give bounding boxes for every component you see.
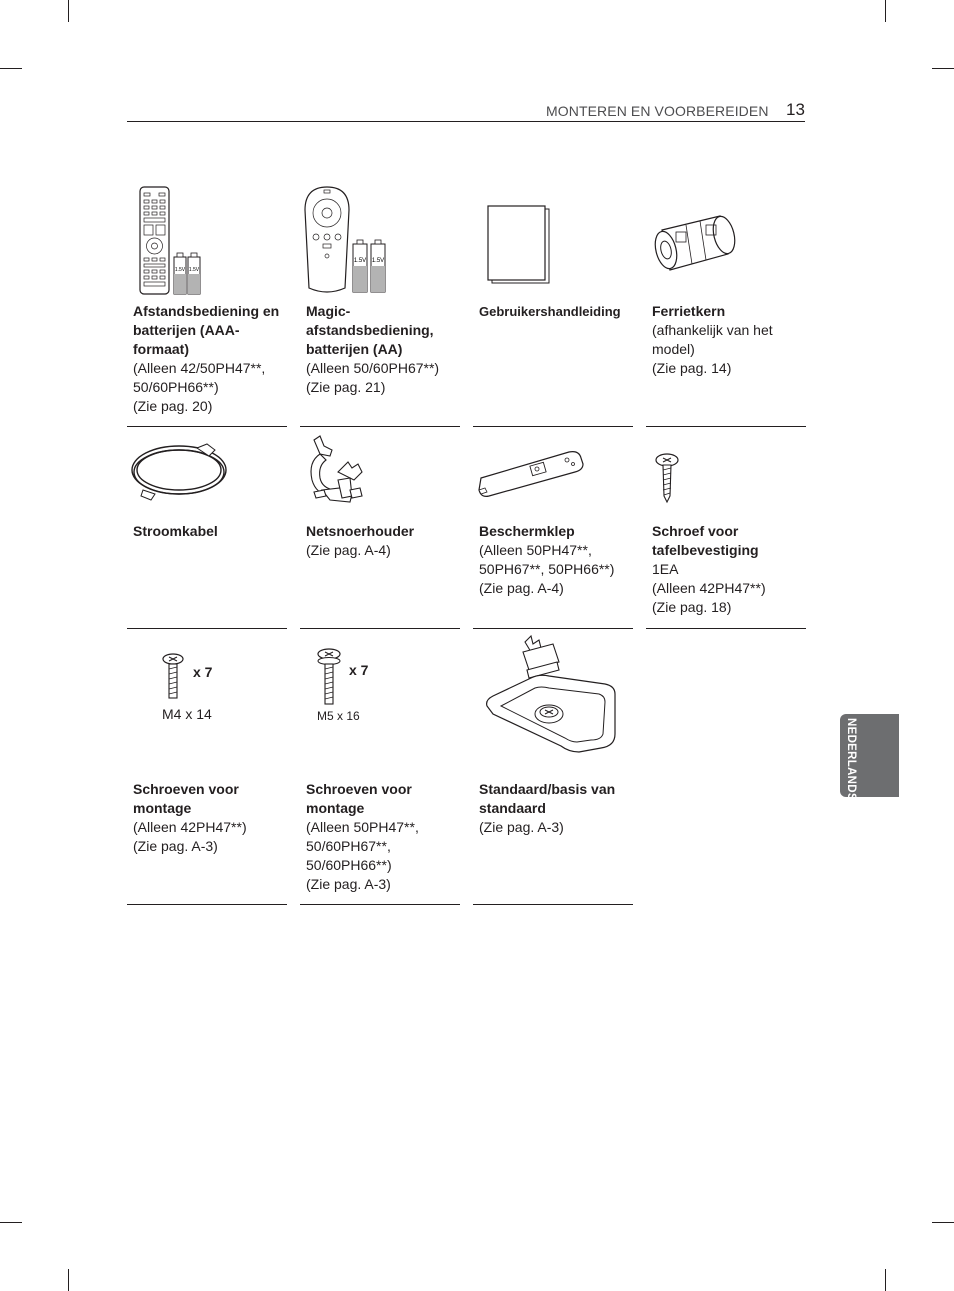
item-details: 1EA (Alleen 42PH47**) (Zie pag. 18) (652, 561, 766, 615)
page-number: 13 (786, 100, 805, 119)
crop-mark (68, 1269, 69, 1291)
row-divider (127, 426, 287, 427)
item-title: Schroeven voor montage (306, 781, 412, 816)
item-mounting-screws-m4 (127, 634, 287, 904)
crop-mark (932, 68, 954, 69)
item-title: Schroeven voor montage (133, 781, 239, 816)
screw-size-label: M4 x 14 (162, 706, 212, 722)
item-title: Standaard/basis van standaard (479, 781, 616, 816)
stand-base-icon (473, 634, 633, 764)
item-details: (Alleen 42/50PH47**, 50/60PH66**) (Zie pag. 20) (133, 360, 266, 414)
item-title: Afstandsbediening en batterijen (AAA-formaat) (133, 303, 280, 357)
crop-mark (885, 1269, 886, 1291)
row-divider (473, 426, 633, 427)
crop-mark (932, 1222, 954, 1223)
row-divider (300, 426, 460, 427)
screw-icon (646, 432, 806, 522)
item-remote-control (127, 180, 287, 427)
item-title: Stroomkabel (133, 523, 218, 539)
item-stand-base (473, 634, 633, 904)
language-tab (840, 714, 899, 801)
row-divider (300, 904, 460, 905)
header-divider (127, 121, 805, 122)
battery-label: 1.5V (371, 258, 385, 264)
item-mounting-screws-m5 (300, 634, 460, 904)
section-title: MONTEREN EN VOORBEREIDEN (546, 103, 769, 119)
battery-label: 1.5V (174, 267, 186, 273)
item-caption (306, 780, 456, 894)
item-title: Netsnoerhouder (306, 523, 415, 539)
item-details: (Alleen 50/60PH67**) (Zie pag. 21) (306, 360, 440, 395)
quantity-label: x 7 (193, 664, 213, 680)
item-caption (306, 302, 456, 397)
row-divider (473, 904, 633, 905)
magic-remote-icon (300, 180, 460, 300)
item-title: Beschermklep (479, 523, 575, 539)
item-ferrite-core (646, 180, 806, 427)
item-details: (Alleen 42PH47**) (Zie pag. A-3) (133, 819, 247, 854)
item-protective-cover (473, 432, 633, 628)
crop-mark (68, 0, 69, 22)
item-title: Schroef voor tafelbevestiging (652, 523, 759, 558)
item-cord-holder (300, 432, 460, 628)
item-caption (133, 302, 283, 416)
item-power-cable (127, 432, 287, 628)
item-title: Gebruikershandleiding (479, 304, 621, 319)
remote-control-icon (127, 180, 287, 300)
row-divider (473, 628, 633, 629)
item-caption (479, 522, 629, 598)
row-divider (300, 628, 460, 629)
item-details: (Alleen 50PH47**, 50/60PH67**, 50/60PH66**) (Zie pag. A-3) (306, 819, 419, 892)
crop-mark (885, 0, 886, 22)
battery-label: 1.5V (353, 258, 367, 264)
item-details: (Alleen 50PH47**, 50PH67**, 50PH66**) (Zie pag. A-4) (479, 542, 615, 596)
quantity-label: x 7 (349, 662, 369, 678)
item-caption (479, 302, 629, 321)
power-cable-icon (127, 432, 287, 522)
row-divider (646, 628, 806, 629)
cord-holder-icon (300, 432, 460, 522)
row-divider (127, 904, 287, 905)
item-details: (afhankelijk van het model) (Zie pag. 14) (652, 322, 773, 376)
item-magic-remote (300, 180, 460, 427)
protective-cover-icon (473, 432, 633, 522)
language-tab-label: NEDERLANDS (845, 718, 857, 801)
crop-mark (0, 1222, 22, 1223)
item-caption (133, 780, 283, 856)
crop-mark (0, 68, 22, 69)
row-divider (646, 426, 806, 427)
item-caption (652, 302, 802, 378)
item-caption (652, 522, 802, 617)
battery-label: 1.5V (188, 267, 200, 273)
item-title: Magic-afstandsbediening, batterijen (AA) (306, 303, 434, 357)
manual-book-icon (473, 180, 633, 300)
item-caption (306, 522, 456, 560)
item-table-screw (646, 432, 806, 628)
item-caption (133, 522, 283, 541)
item-user-manual (473, 180, 633, 427)
item-title: Ferrietkern (652, 303, 726, 319)
item-details: (Zie pag. A-4) (306, 542, 391, 558)
item-caption (479, 780, 629, 837)
item-details: (Zie pag. A-3) (479, 819, 564, 835)
screw-size-label: M5 x 16 (317, 709, 360, 723)
ferrite-core-icon (646, 180, 806, 300)
row-divider (127, 628, 287, 629)
